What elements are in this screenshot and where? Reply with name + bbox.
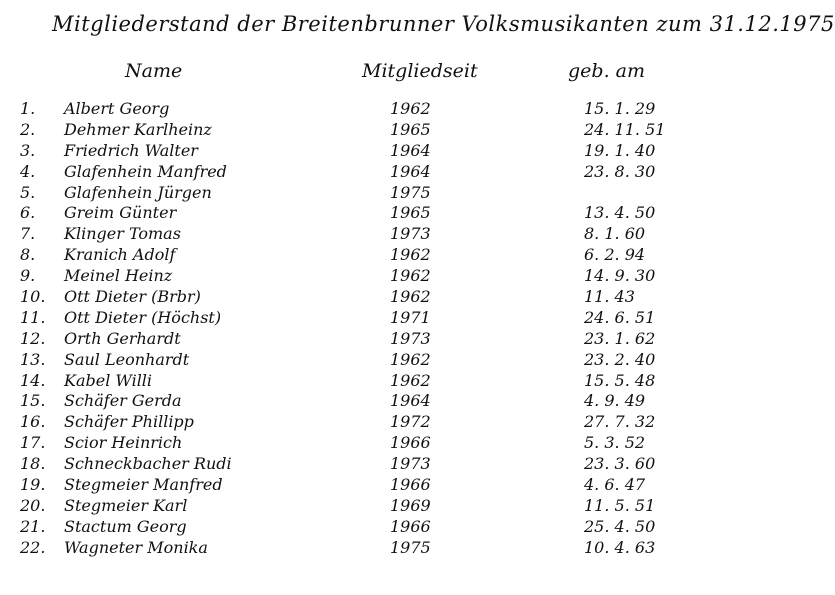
member-since: 1962 (390, 99, 431, 118)
member-row (0, 329, 750, 350)
member-since: 1962 (390, 370, 431, 390)
birth-date: 23. 2. 40 (584, 349, 656, 369)
member-since: 1964 (390, 140, 431, 160)
member-name: Klinger Tomas (64, 224, 181, 244)
row-number: 18. (20, 454, 46, 474)
birth-date: 11. 5. 51 (584, 495, 656, 515)
member-since: 1965 (390, 119, 431, 139)
birth-date: 23. 3. 60 (584, 454, 656, 474)
row-number: 2. (20, 119, 36, 139)
row-number: 9. (20, 266, 36, 286)
row-number: 11. (20, 307, 46, 327)
row-number: 13. (20, 349, 46, 369)
member-row (0, 475, 750, 496)
member-since: 1969 (390, 495, 431, 515)
member-name: Kranich Adolf (64, 245, 176, 265)
birth-date: 11. 43 (584, 287, 635, 307)
member-row (0, 454, 750, 475)
row-number: 21. (20, 516, 46, 536)
member-name: Scior Heinrich (64, 433, 183, 453)
member-row (0, 308, 750, 329)
member-name: Meinel Heinz (64, 266, 173, 286)
row-number: 6. (20, 203, 36, 223)
member-since: 1966 (390, 475, 431, 495)
member-row (0, 224, 750, 245)
row-number: 22. (20, 537, 46, 557)
birth-date: 6. 2. 94 (584, 245, 646, 265)
member-since: 1962 (390, 349, 431, 369)
member-name: Stegmeier Karl (64, 495, 188, 515)
column-header-born: geb. am (568, 60, 645, 82)
member-name: Saul Leonhardt (64, 349, 190, 369)
member-name: Ott Dieter (Brbr) (64, 287, 201, 307)
member-since: 1972 (390, 412, 431, 432)
birth-date: 4. 6. 47 (584, 475, 646, 495)
member-since: 1975 (390, 182, 431, 202)
member-since: 1966 (390, 433, 431, 453)
member-row (0, 287, 750, 308)
member-since: 1962 (390, 266, 431, 286)
member-name: Friedrich Walter (64, 140, 198, 160)
member-name: Kabel Willi (64, 370, 153, 390)
member-row (0, 496, 750, 517)
member-name: Ott Dieter (Höchst) (64, 307, 222, 327)
birth-date: 19. 1. 40 (584, 140, 656, 160)
row-number: 17. (20, 433, 46, 453)
row-number: 20. (20, 495, 46, 515)
birth-date: 5. 3. 52 (584, 433, 646, 453)
member-since: 1973 (390, 454, 431, 474)
member-name: Wagneter Monika (64, 537, 208, 557)
member-row (0, 203, 750, 224)
member-row (0, 371, 750, 392)
member-since: 1973 (390, 328, 431, 348)
row-number: 16. (20, 412, 46, 432)
member-since: 1962 (390, 287, 431, 307)
row-number: 19. (20, 475, 46, 495)
birth-date: 23. 8. 30 (584, 161, 656, 181)
member-row (0, 245, 750, 266)
birth-date: 15. 5. 48 (584, 370, 656, 390)
row-number: 8. (20, 245, 36, 265)
row-number: 12. (20, 328, 46, 348)
document-title: Mitgliederstand der Breitenbrunner Volksmusikanten zum 31.12.1975 (52, 12, 835, 36)
birth-date: 24. 6. 51 (584, 307, 656, 327)
member-since: 1964 (390, 391, 431, 411)
member-row (0, 517, 750, 538)
birth-date: 4. 9. 49 (584, 391, 646, 411)
birth-date: 8. 1. 60 (584, 224, 646, 244)
birth-date: 27. 7. 32 (584, 412, 656, 432)
member-since: 1964 (390, 161, 431, 181)
member-since: 1962 (390, 245, 431, 265)
member-row (0, 266, 750, 287)
member-name: Dehmer Karlheinz (64, 119, 212, 139)
member-row (0, 183, 750, 204)
member-name: Greim Günter (64, 203, 177, 223)
member-name: Orth Gerhardt (64, 328, 181, 348)
row-number: 4. (20, 161, 36, 181)
member-row (0, 350, 750, 371)
birth-date: 14. 9. 30 (584, 266, 656, 286)
row-number: 14. (20, 370, 46, 390)
row-number: 3. (20, 140, 36, 160)
member-row (0, 412, 750, 433)
member-since: 1971 (390, 307, 431, 327)
row-number: 10. (20, 287, 46, 307)
member-since: 1966 (390, 516, 431, 536)
column-header-member-since: Mitgliedseit (362, 60, 478, 82)
member-row (0, 391, 750, 412)
member-name: Glafenhein Manfred (64, 161, 227, 181)
birth-date: 24. 11. 51 (584, 119, 666, 139)
member-since: 1975 (390, 537, 431, 557)
member-name: Schäfer Gerda (64, 391, 182, 411)
birth-date: 15. 1. 29 (584, 99, 656, 118)
member-row (0, 162, 750, 183)
member-row (0, 433, 750, 454)
member-row (0, 538, 750, 559)
row-number: 15. (20, 391, 46, 411)
row-number: 5. (20, 182, 36, 202)
column-header-name: Name (125, 60, 183, 82)
member-name: Stegmeier Manfred (64, 475, 223, 495)
member-since: 1973 (390, 224, 431, 244)
birth-date: 13. 4. 50 (584, 203, 656, 223)
member-name: Schneckbacher Rudi (64, 454, 232, 474)
member-name: Albert Georg (64, 99, 170, 118)
birth-date: 10. 4. 63 (584, 537, 656, 557)
member-name: Stactum Georg (64, 516, 187, 536)
member-row (0, 120, 750, 141)
member-name: Schäfer Phillipp (64, 412, 194, 432)
row-number: 7. (20, 224, 36, 244)
row-number: 1. (20, 99, 36, 118)
member-list (0, 99, 750, 559)
member-since: 1965 (390, 203, 431, 223)
birth-date: 23. 1. 62 (584, 328, 656, 348)
member-name: Glafenhein Jürgen (64, 182, 212, 202)
member-row (0, 141, 750, 162)
member-row (0, 99, 750, 120)
birth-date: 25. 4. 50 (584, 516, 656, 536)
